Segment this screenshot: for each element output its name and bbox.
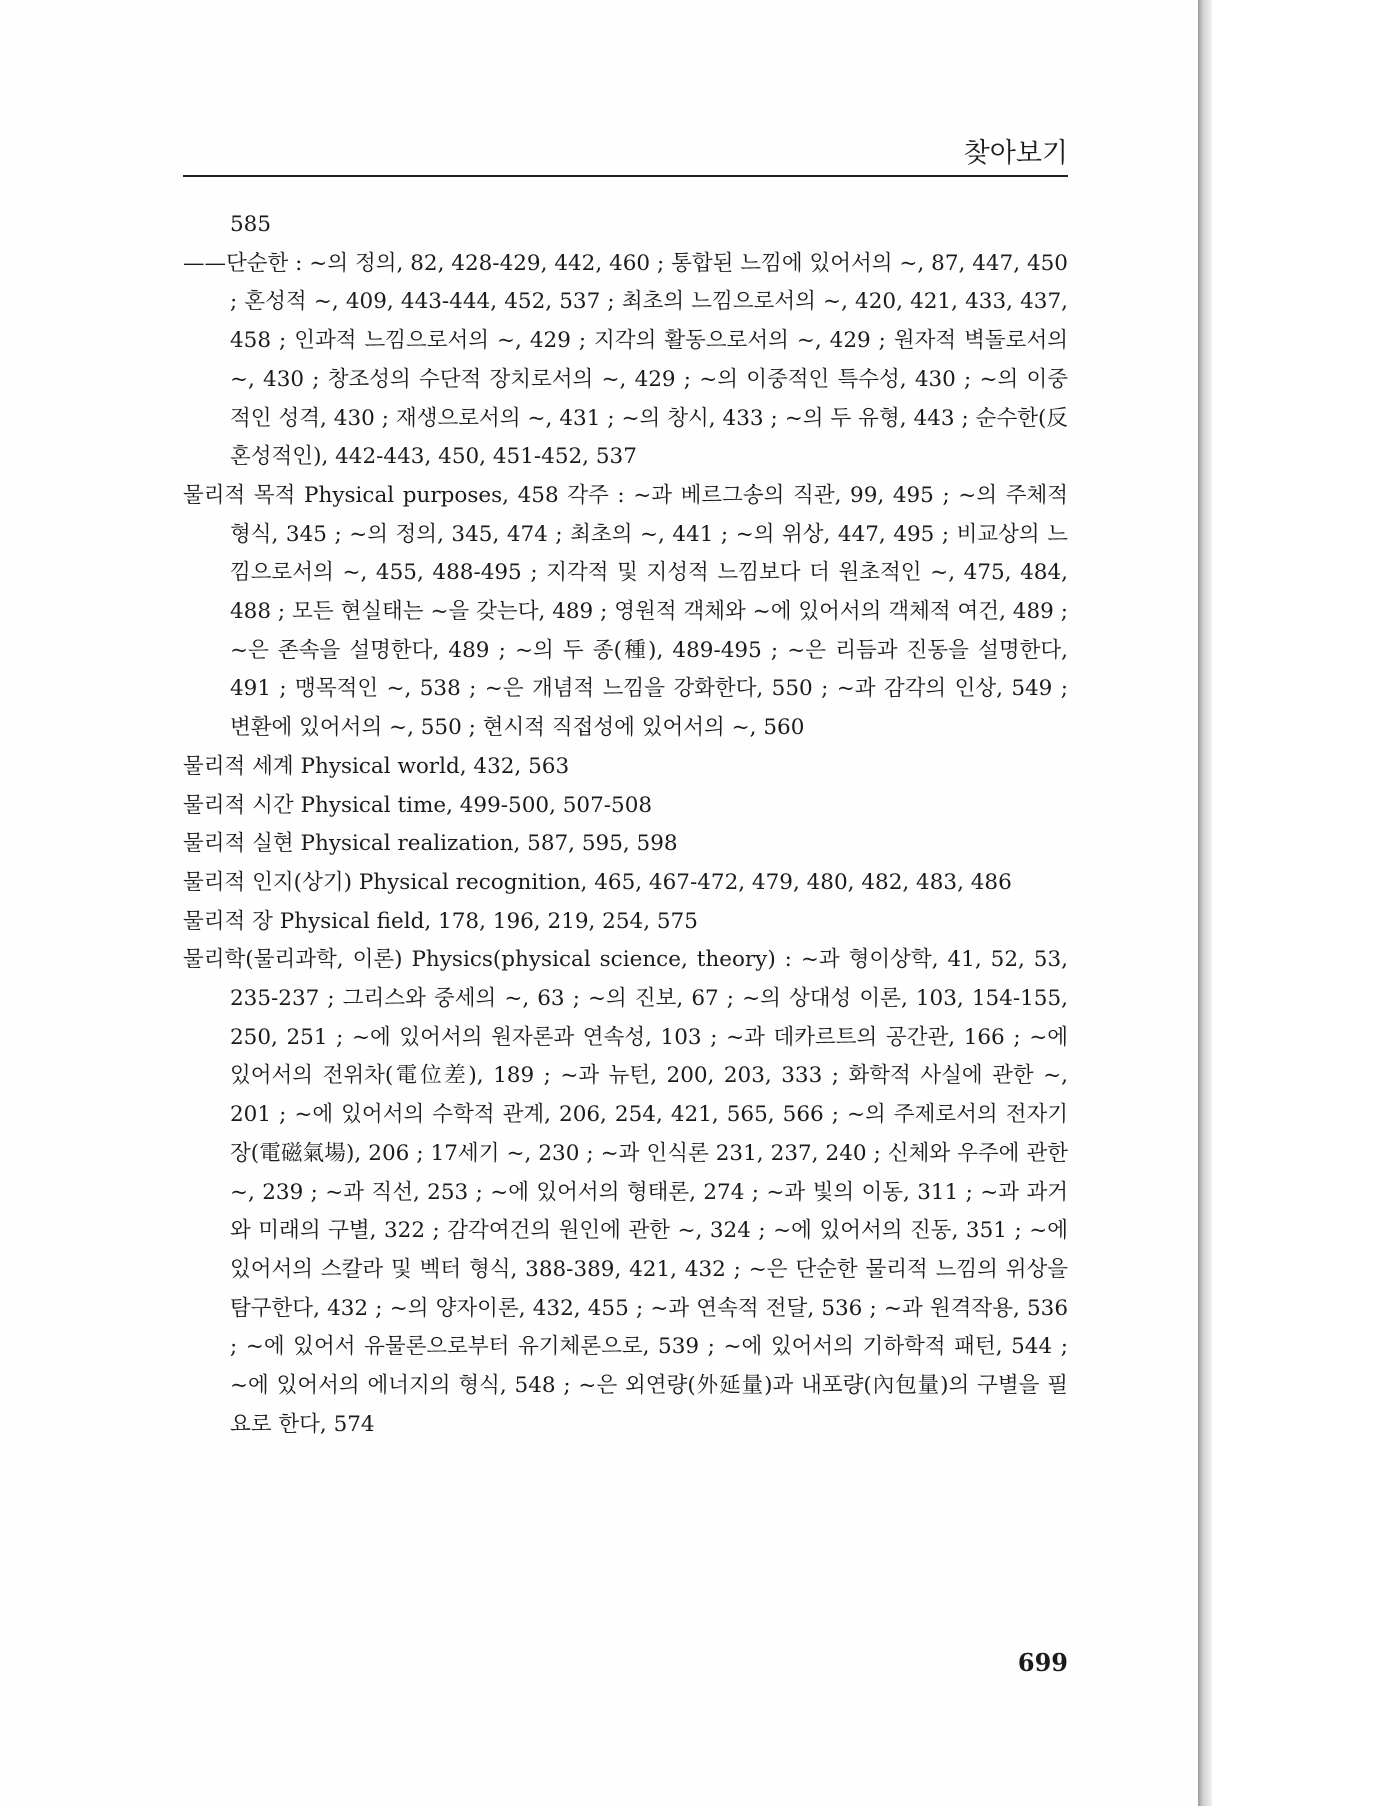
page-edge-shadow: [1198, 0, 1212, 1806]
page-number: 699: [1017, 1648, 1068, 1677]
index-entry-physical-field: 물리적 장 Physical field, 178, 196, 219, 254, 575: [183, 908, 698, 934]
index-entry-continuation: 585: [230, 212, 272, 237]
index-body: [183, 206, 1068, 1445]
index-entry-physical-world: 물리적 세계 Physical world, 432, 563: [183, 753, 570, 779]
running-head: 찾아보기: [963, 138, 1068, 169]
index-entry-physical-recognition: 물리적 인지(상기) Physical recognition, 465, 467-472, 479, 480, 482, 483, 486: [183, 869, 1012, 895]
index-entry-physical-realization: 물리적 실현 Physical realization, 587, 595, 598: [183, 831, 678, 857]
index-entry-physics: 물리학(물리과학, 이론) Physics(physical science, theory) : ~과 형이상학, 41, 52, 53, 235-237 ; 그리스와 중세의 ~, 63 ; ~의 진보, 67 ; ~의 상대성 이론, 103, 154-155, 250, 251 ; ~에 있어서의 원자론과 연속성, 103 ; ~과 데카르트의 공간관, 166 ; ~에 있어서의 전위차(電位差), 189 ; ~과 뉴턴, 200, 203, 333 ; 화학적 사실에 관한 ~, 201 ; ~에 있어서의 수학적 관계, 206, 254, 421, 565, 566 ; ~의 주제로서의 전자기장(電磁氣場), 206 ; 17세기 ~, 230 ; ~과 인식론 231, 237, 240 ; 신체와 우주에 관한 ~, 239 ; ~과 직선, 253 ; ~에 있어서의 형태론, 274 ; ~과 빛의 이동, 311 ; ~과 과거와 미래의 구별, 322 ; 감각여건의 원인에 관한 ~, 324 ; ~에 있어서의 진동, 351 ; ~에 있어서의 스칼라 및 벡터 형식, 388-389, 421, 432 ; ~은 단순한 물리적 느낌의 위상을 탐구한다, 432 ; ~의 양자이론, 432, 455 ; ~과 연속적 전달, 536 ; ~과 원격작용, 536 ; ~에 있어서 유물론으로부터 유기체론으로, 539 ; ~에 있어서의 기하학적 패턴, 544 ; ~에 있어서의 에너지의 형식, 548 ; ~은 외연량(外延量)과 내포량(內包量)의 구별을 필요로 한다, 574: [183, 947, 1068, 1437]
header-rule: [183, 175, 1068, 177]
index-entry-physical-purposes: 물리적 목적 Physical purposes, 458 각주 : ~과 베르그송의 직관, 99, 495 ; ~의 주체적 형식, 345 ; ~의 정의, 345, 474 ; 최초의 ~, 441 ; ~의 위상, 447, 495 ; 비교상의 느낌으로서의 ~, 455, 488-495 ; 지각적 및 지성적 느낌보다 더 원초적인 ~, 475, 484, 488 ; 모든 현실태는 ~을 갖는다, 489 ; 영원적 객체와 ~에 있어서의 객체적 여건, 489 ; ~은 존속을 설명한다, 489 ; ~의 두 종(種), 489-495 ; ~은 리듬과 진동을 설명한다, 491 ; 맹목적인 ~, 538 ; ~은 개념적 느낌을 강화한다, 550 ; ~과 감각의 인상, 549 ; 변환에 있어서의 ~, 550 ; 현시적 직접성에 있어서의 ~, 560: [183, 482, 1068, 741]
index-entry-physical-time: 물리적 시간 Physical time, 499-500, 507-508: [183, 792, 653, 818]
index-subentry-simple: ——단순한 : ~의 정의, 82, 428-429, 442, 460 ; 통합된 느낌에 있어서의 ~, 87, 447, 450 ; 혼성적 ~, 409, 443-444, 452, 537 ; 최초의 느낌으로서의 ~, 420, 421, 433, 437, 458 ; 인과적 느낌으로서의 ~, 429 ; 지각의 활동으로서의 ~, 429 ; 원자적 벽돌로서의 ~, 430 ; 창조성의 수단적 장치로서의 ~, 429 ; ~의 이중적인 특수성, 430 ; ~의 이중적인 성격, 430 ; 재생으로서의 ~, 431 ; ~의 창시, 433 ; ~의 두 유형, 443 ; 순수한(反 혼성적인), 442-443, 450, 451-452, 537: [183, 250, 1068, 470]
